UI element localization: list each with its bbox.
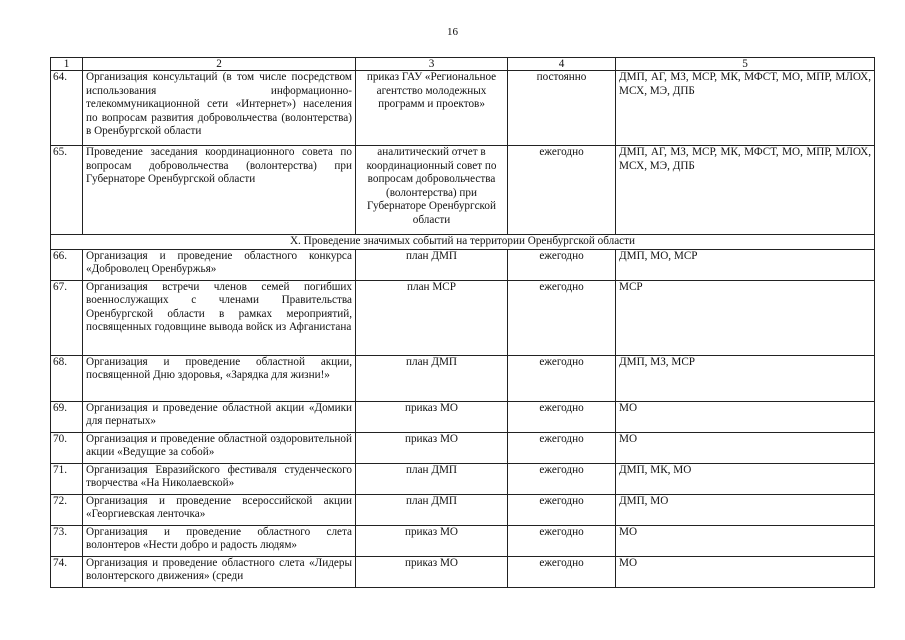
- row-number: 67.: [51, 280, 83, 355]
- table-row: [51, 525, 875, 556]
- source-document: приказ МО: [356, 556, 508, 587]
- header-cell: 2: [83, 58, 356, 71]
- executors: ДМП, АГ, МЗ, МСР, МК, МФСТ, МО, МПР, МЛОХ, МСХ, МЭ, ДПБ: [616, 146, 875, 235]
- row-number: 68.: [51, 355, 83, 401]
- executors: ДМП, МК, МО: [616, 463, 875, 494]
- table-row: [51, 401, 875, 432]
- source-document: план МСР: [356, 280, 508, 355]
- row-number: 74.: [51, 556, 83, 587]
- source-document: план ДМП: [356, 249, 508, 280]
- executors: ДМП, МО: [616, 494, 875, 525]
- executors: ДМП, МЗ, МСР: [616, 355, 875, 401]
- event-description: Организация и проведение всероссийской акции «Георгиевская ленточка»: [83, 494, 356, 525]
- row-number: 69.: [51, 401, 83, 432]
- executors: МО: [616, 525, 875, 556]
- period: ежегодно: [508, 556, 616, 587]
- period: ежегодно: [508, 280, 616, 355]
- event-description: Организация и проведение областной акции, посвященной Дню здоровья, «Зарядка для жизни!»: [83, 355, 356, 401]
- table-row: [51, 146, 875, 235]
- table-row: [51, 494, 875, 525]
- executors: ДМП, МО, МСР: [616, 249, 875, 280]
- event-description: Организация и проведение областного конкурса «Доброволец Оренбуржья»: [83, 249, 356, 280]
- executors: МСР: [616, 280, 875, 355]
- source-document: план ДМП: [356, 355, 508, 401]
- row-number: 72.: [51, 494, 83, 525]
- event-description: Организация и проведение областного слета волонтеров «Нести добро и радость людям»: [83, 525, 356, 556]
- period: ежегодно: [508, 463, 616, 494]
- source-document: приказ МО: [356, 401, 508, 432]
- table-row: [51, 463, 875, 494]
- source-document: приказ ГАУ «Региональное агентство молодежных программ и проектов»: [356, 71, 508, 146]
- event-description: Организация встречи членов семей погибших военнослужащих с членами Правительства Оренбургской области в рамках мероприятий, посвященных годовщине вывода войск из Афганистана: [83, 280, 356, 355]
- period: ежегодно: [508, 401, 616, 432]
- source-document: приказ МО: [356, 525, 508, 556]
- row-number: 70.: [51, 432, 83, 463]
- table-row: [51, 71, 875, 146]
- section-row: [51, 235, 875, 250]
- source-document: аналитический отчет в координационный совет по вопросам добровольчества (волонтерства) при Губернаторе Оренбургской области: [356, 146, 508, 235]
- header-cell: 3: [356, 58, 508, 71]
- header-cell: 4: [508, 58, 616, 71]
- executors: МО: [616, 401, 875, 432]
- period: постоянно: [508, 71, 616, 146]
- executors: МО: [616, 432, 875, 463]
- event-description: Организация Евразийского фестиваля студенческого творчества «На Николаевской»: [83, 463, 356, 494]
- section-title: X. Проведение значимых событий на территории Оренбургской области: [51, 235, 875, 250]
- row-number: 71.: [51, 463, 83, 494]
- period: ежегодно: [508, 432, 616, 463]
- table-row: [51, 432, 875, 463]
- table-row: [51, 556, 875, 587]
- source-document: план ДМП: [356, 494, 508, 525]
- row-number: 73.: [51, 525, 83, 556]
- event-description: Организация и проведение областного слета «Лидеры волонтерского движения» (среди: [83, 556, 356, 587]
- table-row: [51, 355, 875, 401]
- source-document: план ДМП: [356, 463, 508, 494]
- period: ежегодно: [508, 355, 616, 401]
- header-cell: 1: [51, 58, 83, 71]
- row-number: 66.: [51, 249, 83, 280]
- executors: МО: [616, 556, 875, 587]
- header-row: [51, 58, 875, 71]
- period: ежегодно: [508, 494, 616, 525]
- table-row: [51, 249, 875, 280]
- plan-table: [50, 57, 875, 588]
- event-description: Проведение заседания координационного совета по вопросам добровольчества (волонтерства) при Губернаторе Оренбургской области: [83, 146, 356, 235]
- event-description: Организация консультаций (в том числе посредством использования информационно-телекоммуникационной сети «Интернет») населения по вопросам развития добровольчества (волонтерства) в Оренбургской области: [83, 71, 356, 146]
- row-number: 65.: [51, 146, 83, 235]
- event-description: Организация и проведение областной оздоровительной акции «Ведущие за собой»: [83, 432, 356, 463]
- executors: ДМП, АГ, МЗ, МСР, МК, МФСТ, МО, МПР, МЛОХ, МСХ, МЭ, ДПБ: [616, 71, 875, 146]
- source-document: приказ МО: [356, 432, 508, 463]
- period: ежегодно: [508, 249, 616, 280]
- period: ежегодно: [508, 146, 616, 235]
- period: ежегодно: [508, 525, 616, 556]
- row-number: 64.: [51, 71, 83, 146]
- page-number: 16: [447, 26, 458, 38]
- event-description: Организация и проведение областной акции «Домики для пернатых»: [83, 401, 356, 432]
- header-cell: 5: [616, 58, 875, 71]
- table-row: [51, 280, 875, 355]
